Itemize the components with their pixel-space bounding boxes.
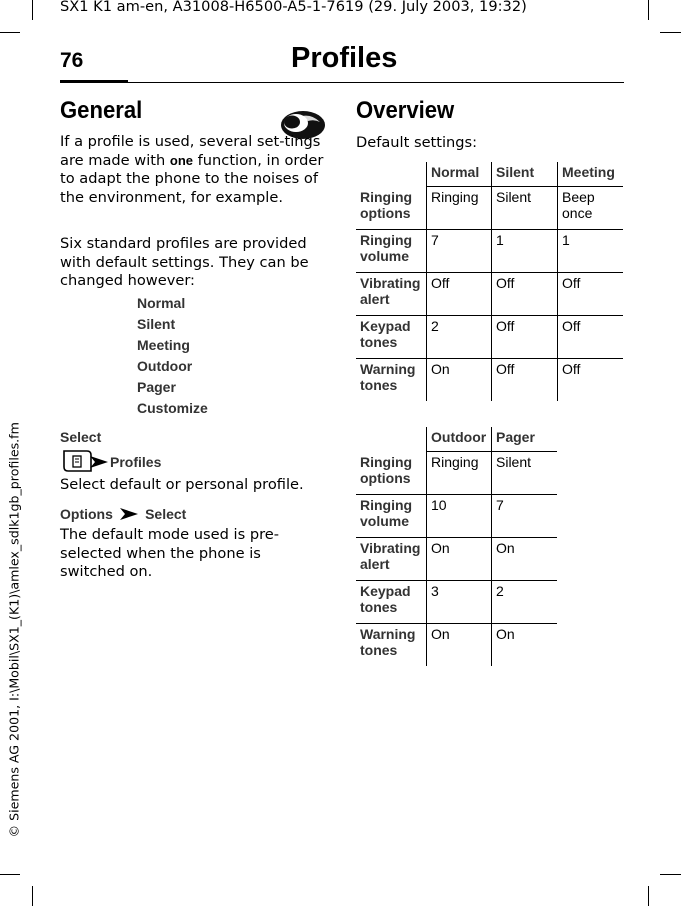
crop-mark bbox=[32, 886, 33, 906]
table-row bbox=[356, 624, 557, 667]
table-cell: On bbox=[427, 538, 492, 581]
para1-emphasis: one bbox=[169, 152, 194, 168]
options-select: Select bbox=[145, 506, 187, 522]
table-cell: Off bbox=[558, 316, 624, 359]
select-label: Select bbox=[60, 429, 102, 445]
table-row bbox=[356, 316, 623, 359]
row-label: Vibrating alert bbox=[356, 538, 427, 581]
table-cell: 7 bbox=[427, 230, 492, 273]
table-header-row bbox=[356, 427, 557, 452]
profile-item: Normal bbox=[137, 295, 186, 311]
table-cell: Off bbox=[558, 359, 624, 402]
row-label: Keypad tones bbox=[356, 316, 427, 359]
table-cell: Silent bbox=[492, 187, 558, 230]
table-cell: 2 bbox=[492, 581, 558, 624]
table-row bbox=[356, 187, 623, 230]
table-row bbox=[356, 452, 557, 495]
options-path bbox=[60, 504, 186, 522]
table-cell: Ringing bbox=[427, 187, 492, 230]
table-cell: 1 bbox=[492, 230, 558, 273]
col-header: Silent bbox=[492, 162, 558, 187]
col-header: Normal bbox=[427, 162, 492, 187]
table-cell: Silent bbox=[492, 452, 558, 495]
row-label: Ringing options bbox=[356, 187, 427, 230]
profile-list bbox=[137, 293, 208, 419]
settings-table-2 bbox=[356, 427, 557, 666]
settings-table-1 bbox=[356, 162, 623, 401]
para1-text-b: function, in order to adapt the phone to the noises of the environment, for example. bbox=[60, 151, 324, 206]
side-note: © Siemens AG 2001, I:\Mobil\SX1_(K1)\amlex_sdlk1gb_profiles.fm bbox=[6, 422, 22, 838]
crop-mark bbox=[660, 32, 681, 33]
table-row bbox=[356, 273, 623, 316]
overview-subheading: Default settings: bbox=[356, 134, 478, 151]
row-label: Warning tones bbox=[360, 626, 416, 658]
table-cell: 7 bbox=[492, 495, 558, 538]
profile-item: Customize bbox=[137, 400, 208, 416]
section-title: Profiles bbox=[291, 42, 398, 74]
profile-item: Pager bbox=[137, 379, 176, 395]
crop-mark bbox=[660, 874, 681, 875]
col-header: Pager bbox=[492, 427, 558, 452]
table-row bbox=[356, 359, 623, 402]
table-cell: Ringing bbox=[427, 452, 492, 495]
table-cell: On bbox=[427, 624, 492, 667]
table-cell: Off bbox=[492, 359, 558, 402]
arrow-right-icon bbox=[120, 508, 138, 520]
overview-heading: Overview bbox=[356, 97, 455, 124]
general-heading: General bbox=[60, 97, 143, 124]
select-description: Select default or personal profile. bbox=[60, 476, 304, 493]
table-cell: On bbox=[427, 359, 492, 402]
table-cell: 2 bbox=[427, 316, 492, 359]
row-label: Ringing options bbox=[356, 452, 427, 495]
row-label: Vibrating alert bbox=[356, 273, 427, 316]
row-label: Warning tones bbox=[360, 361, 416, 393]
table-cell: 3 bbox=[427, 581, 492, 624]
table-header-row bbox=[356, 162, 623, 187]
arrow-right-icon bbox=[90, 456, 108, 468]
table-cell: Off bbox=[492, 273, 558, 316]
profile-item: Meeting bbox=[137, 337, 190, 353]
table-row bbox=[356, 495, 557, 538]
table-cell: On bbox=[492, 538, 558, 581]
crop-mark bbox=[648, 886, 649, 906]
table-row bbox=[356, 230, 623, 273]
general-paragraph-2: Six standard profiles are provided with default settings. They can be changed however: bbox=[60, 235, 309, 290]
row-label: Ringing volume bbox=[356, 495, 427, 538]
table-row bbox=[356, 538, 557, 581]
table-cell: Off bbox=[558, 273, 624, 316]
options-label: Options bbox=[60, 506, 113, 522]
nav-profiles: Profiles bbox=[110, 454, 162, 470]
para1-text-a: If a profile is used, several set-tings are made with bbox=[60, 133, 321, 169]
crop-mark bbox=[0, 32, 20, 33]
running-header: SX1 K1 am-en, A31008-H6500-A5-1-7619 (29. July 2003, 19:32) bbox=[60, 0, 527, 15]
header-rule bbox=[60, 82, 624, 83]
table-cell: 10 bbox=[427, 495, 492, 538]
table-cell: Off bbox=[427, 273, 492, 316]
page-number: 76 bbox=[60, 49, 84, 72]
crop-mark bbox=[32, 0, 33, 20]
crop-mark bbox=[0, 874, 20, 875]
default-mode-description: The default mode used is pre-selected when the phone is switched on. bbox=[60, 526, 280, 581]
table-row bbox=[356, 581, 557, 624]
row-label: Keypad tones bbox=[356, 581, 427, 624]
table-cell: Off bbox=[492, 316, 558, 359]
col-header: Outdoor bbox=[427, 427, 492, 452]
profile-item: Outdoor bbox=[137, 358, 193, 374]
table-cell: On bbox=[492, 624, 558, 667]
general-paragraph-1 bbox=[60, 133, 328, 207]
col-header: Meeting bbox=[558, 162, 624, 187]
table-cell: 1 bbox=[558, 230, 624, 273]
profile-item: Silent bbox=[137, 316, 176, 332]
row-label: Ringing volume bbox=[356, 230, 427, 273]
table-cell: Beep once bbox=[558, 187, 624, 230]
menu-key-icon bbox=[60, 449, 94, 473]
crop-mark bbox=[648, 0, 649, 20]
